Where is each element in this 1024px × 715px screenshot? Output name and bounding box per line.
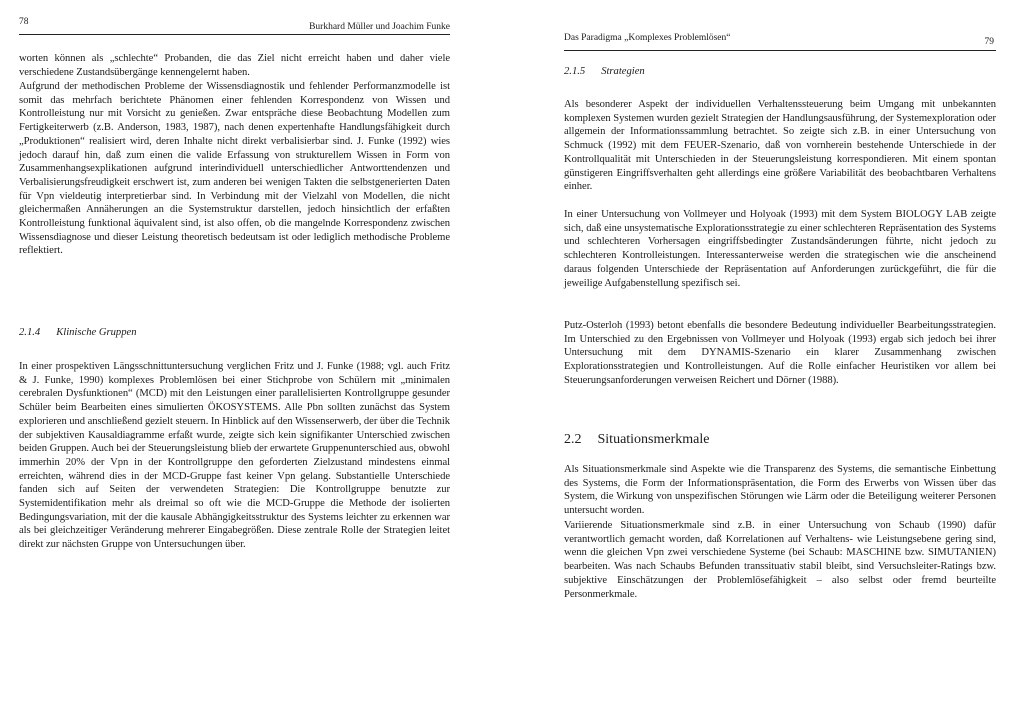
page-number: 78	[19, 17, 29, 27]
paragraph: Putz-Osterloh (1993) betont ebenfalls die besondere Bedeutung individueller Bearbeitungsstrategien. Im Unterschied zu den Ergebnissen von Vollmeyer und Holyoak (1993) ergab sich jedoch bei ihrer Untersuchung mit dem DYNAMIS-Szenario ein klarer Zusammenhang zwischen Explorationsstrategien und Kontrolleistungen. Auf die Rolle einfacher Heuristiken vor allem bei Steuerungsanforderungen verweisen Reichert und Dörner (1988).	[564, 320, 996, 386]
running-header: Burkhard Müller und Joachim Funke	[309, 22, 450, 32]
paragraph: In einer prospektiven Längsschnittuntersuchung verglichen Fritz und J. Funke (1988; vgl. auch Fritz & J. Funke, 1990) komplexes Problemlösen bei einer Stichprobe von Schülern mit „minimalen cerebralen Dysfunktionen“ (MCD) mit den Leistungen einer parallelisierten Kontrollgruppe gesunder Schüler beim Bearbeiten eines simulierten ÖKOSYSTEMS. Alle Pbn sollten zunächst das System explorieren und anschließend gezielt steuern. In Hinblick auf den Wissenserwerb, der über die Technik der subjektiven Kausaldiagramme erfaßt wurde, zeigte sich kein signifikanter Unterschied zwischen beiden Gruppen. Auch bei der Steuerungsleistung blieb der erwartete Gruppenunterschied aus, obwohl immerhin 20% der Vpn in der Kontrollgruppe den geforderten Zielzustand mindestens einmal erreichten, während dies in der MCD-Gruppe fast keiner Vpn gelang. Substantielle Unterschiede fanden sich auf Seiten der verwendeten Strategien: Die Kontrollgruppe benutzte zur Systemidentifikation mehr als dreimal so oft wie die MCD-Gruppe die Methode der isolierten Bedingungsvariation, mit der die kausale Abhängigkeitsstruktur des Systems leichter zu erkennen war als bei gleichzeitiger Veränderung mehrerer Eingabegrößen. Diese zentrale Rolle der Strategien leitet direkt zur nächsten Gruppe von Untersuchungen über.	[19, 361, 450, 551]
section-title: Situationsmerkmale	[597, 432, 710, 447]
header-rule	[19, 34, 450, 35]
paragraph: Aufgrund der methodischen Probleme der Wissensdiagnostik und fehlender Performanzmodelle ist somit das mehrfach berichtete Phänomen einer fehlenden Korrespondenz von Wissen und Kontrolleistung nur mit Vorsicht zu genießen. Zwar entspräche diese Beobachtung Modellen zum Fertigkeiterwerb (z.B. Anderson, 1983, 1987), nach denen expertenhafte Handlungsfähigkeit durch „Produktionen“ realisiert wird, deren Inhalte nicht direkt verbalisierbar sind. J. Funke (1992) wies jedoch darauf hin, daß zum einen die valide Erfassung von strukturellem Wissen in Form von Zusammenhangsexplikationen aufgrund interindividuell unterschiedlicher Antworttendenzen und Verbalisierungsfreudigkeit erschwert ist, zum anderen bei wenigen Takten die selbstgenerierten Daten für Vpn vieldeutig interpretierbar sind. In Verbindung mit der Vielzahl von Modellen, die nicht gleichermaßen Annäherungen an die Systemstruktur darstellen, jedoch hinsichtlich der erfaßten Kontrolleistung funktional äquivalent sind, ist also offen, ob die mangelnde Korrespondenz zwischen Wissensdiagnose und dieser Leistung theoretisch bedeutsam ist oder lediglich methodische Probleme reflektiert.	[19, 81, 450, 257]
section-number: 2.2	[564, 432, 582, 447]
paragraph: Als besonderer Aspekt der individuellen Verhaltenssteuerung beim Umgang mit unbekannten komplexen Systemen wurden gezielt Strategien der Handlungsausführung, der Systemexploration oder allgemein der Informationssammlung betrachtet. So zeigte sich z.B. in einer Untersuchung von Schmuck (1992) mit dem FEUER-Szenario, daß von vornherein bestehende Unterschiede in der Kontrollqualität mit Unterschieden in der Steuerungsleistung korrespondieren. Mit einem spontan günstigeren Eingriffsverhalten geht allerdings eine größere Variabilität des beobachtbaren Verhaltens einher.	[564, 99, 996, 193]
page-number: 79	[984, 37, 994, 47]
paragraph: In einer Untersuchung von Vollmeyer und Holyoak (1993) mit dem System BIOLOGY LAB zeigte sich, daß eine unsystematische Explorationsstrategie zu einer schlechteren Repräsentation des Systems und schlechteren Vorhersagen eingriffsbedingter Zustandsänderungen führte, nicht jedoch zu schlechteren Kontrolleistungen. Interessanterweise werden die strategischen wie die anscheinend daraus folgenden Unterschiede der Repräsentation auf Anforderungen zurückgeführt, die für die jeweilige Aufgabenstellung spezifisch sei.	[564, 209, 996, 289]
paragraph: worten können als „schlechte“ Probanden, die das Ziel nicht erreicht haben und daher viele verschiedene Zustandsübergänge kennengelernt haben.	[19, 53, 450, 78]
subsection-number: 2.1.5	[564, 66, 586, 77]
subsection-heading	[564, 66, 645, 77]
subsection-title: Strategien	[601, 66, 645, 77]
paragraph: Als Situationsmerkmale sind Aspekte wie die Transparenz des Systems, die semantische Einbettung des Systems, die Form der Informationspräsentation, die Form des Erwerbs von Wissen über das System, die Wirkung von unspezifischen Störungen wie Lärm oder die Beteiligung weiterer Personen untersucht worden.	[564, 464, 996, 517]
right-page	[512, 0, 1024, 715]
section-heading	[564, 432, 709, 448]
header-rule	[564, 50, 996, 51]
subsection-title: Klinische Gruppen	[56, 327, 137, 338]
paragraph: Variierende Situationsmerkmale sind z.B. in einer Untersuchung von Schaub (1990) dafür verantwortlich gemacht worden, daß Korrelationen auf Verhaltens- wie Leistungsebene gering sind, wenn die gleichen Vpn zwei verschiedene Systeme (bei Schaub: MASCHINE bzw. SIMUTANIEN) bearbeiten. Was nach Schaubs Befunden transsituativ stabil bleibt, sind Versuchsleiter-Ratings bzw. subjektive Einschätzungen der Problemlösefähigkeit – also selbst oder fremd beurteilte Personmerkmale.	[564, 520, 996, 600]
running-header: Das Paradigma „Komplexes Problemlösen“	[564, 33, 731, 43]
subsection-heading	[19, 327, 137, 338]
subsection-number: 2.1.4	[19, 327, 41, 338]
